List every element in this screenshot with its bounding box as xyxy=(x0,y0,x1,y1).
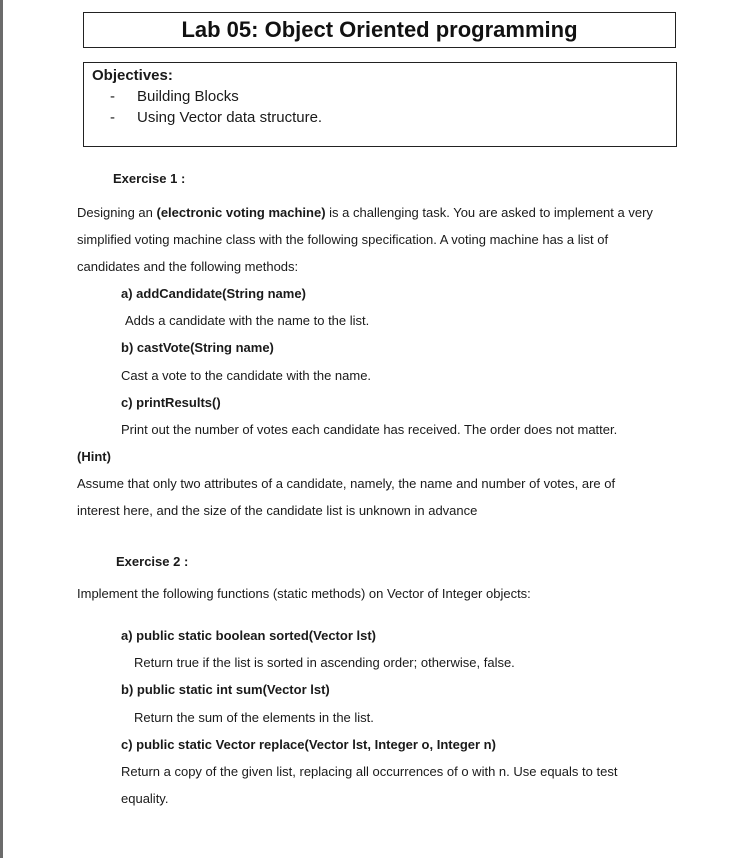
method-signature: a) public static boolean sorted(Vector lst) xyxy=(121,628,376,643)
page-title: Lab 05: Object Oriented programming xyxy=(181,17,578,42)
exercise2-intro: Implement the following functions (static methods) on Vector of Integer objects: xyxy=(77,586,531,601)
bullet-dash: - xyxy=(110,88,115,105)
method-signature: a) addCandidate(String name) xyxy=(121,286,306,301)
method-description-line2: equality. xyxy=(121,791,169,806)
intro-bold-term: (electronic voting machine) xyxy=(156,205,326,220)
exercise1-intro-line2: simplified voting machine class with the following specification. A voting machine has a list of xyxy=(77,232,609,247)
bullet-dash: - xyxy=(110,109,115,126)
method-description-line1: Return a copy of the given list, replacing all occurrences of o with n. Use equals to test xyxy=(121,764,618,779)
intro-rest: is a challenging task. You are asked to implement a very xyxy=(325,205,653,220)
objectives-heading: Objectives: xyxy=(92,67,173,84)
title-box xyxy=(83,12,676,48)
exercise1-intro-line3: candidates and the following methods: xyxy=(77,259,299,274)
method-signature: b) castVote(String name) xyxy=(121,340,274,355)
method-description: Return true if the list is sorted in ascending order; otherwise, false. xyxy=(134,655,515,670)
hint-heading: (Hint) xyxy=(77,449,111,464)
objectives-box xyxy=(83,62,677,147)
method-signature: b) public static int sum(Vector lst) xyxy=(121,682,330,697)
method-signature: c) public static Vector replace(Vector lst, Integer o, Integer n) xyxy=(121,737,496,752)
objective-item xyxy=(92,107,668,128)
hint-line2: interest here, and the size of the candidate list is unknown in advance xyxy=(77,503,478,518)
page-left-border xyxy=(0,0,3,858)
intro-prefix: Designing an xyxy=(77,205,157,220)
method-signature: c) printResults() xyxy=(121,395,221,410)
objective-text: Using Vector data structure. xyxy=(137,109,323,126)
method-description: Return the sum of the elements in the list. xyxy=(134,710,374,725)
method-description: Cast a vote to the candidate with the name. xyxy=(121,368,372,383)
exercise1-heading: Exercise 1 : xyxy=(113,171,186,186)
objective-text: Building Blocks xyxy=(137,88,239,105)
method-description: Print out the number of votes each candidate has received. The order does not matter. xyxy=(121,422,618,437)
hint-line1: Assume that only two attributes of a candidate, namely, the name and number of votes, are of xyxy=(77,476,616,491)
objective-item xyxy=(92,86,668,107)
exercise1-intro-line1 xyxy=(77,205,653,221)
method-description: Adds a candidate with the name to the list. xyxy=(125,313,370,328)
exercise2-heading: Exercise 2 : xyxy=(116,554,189,569)
